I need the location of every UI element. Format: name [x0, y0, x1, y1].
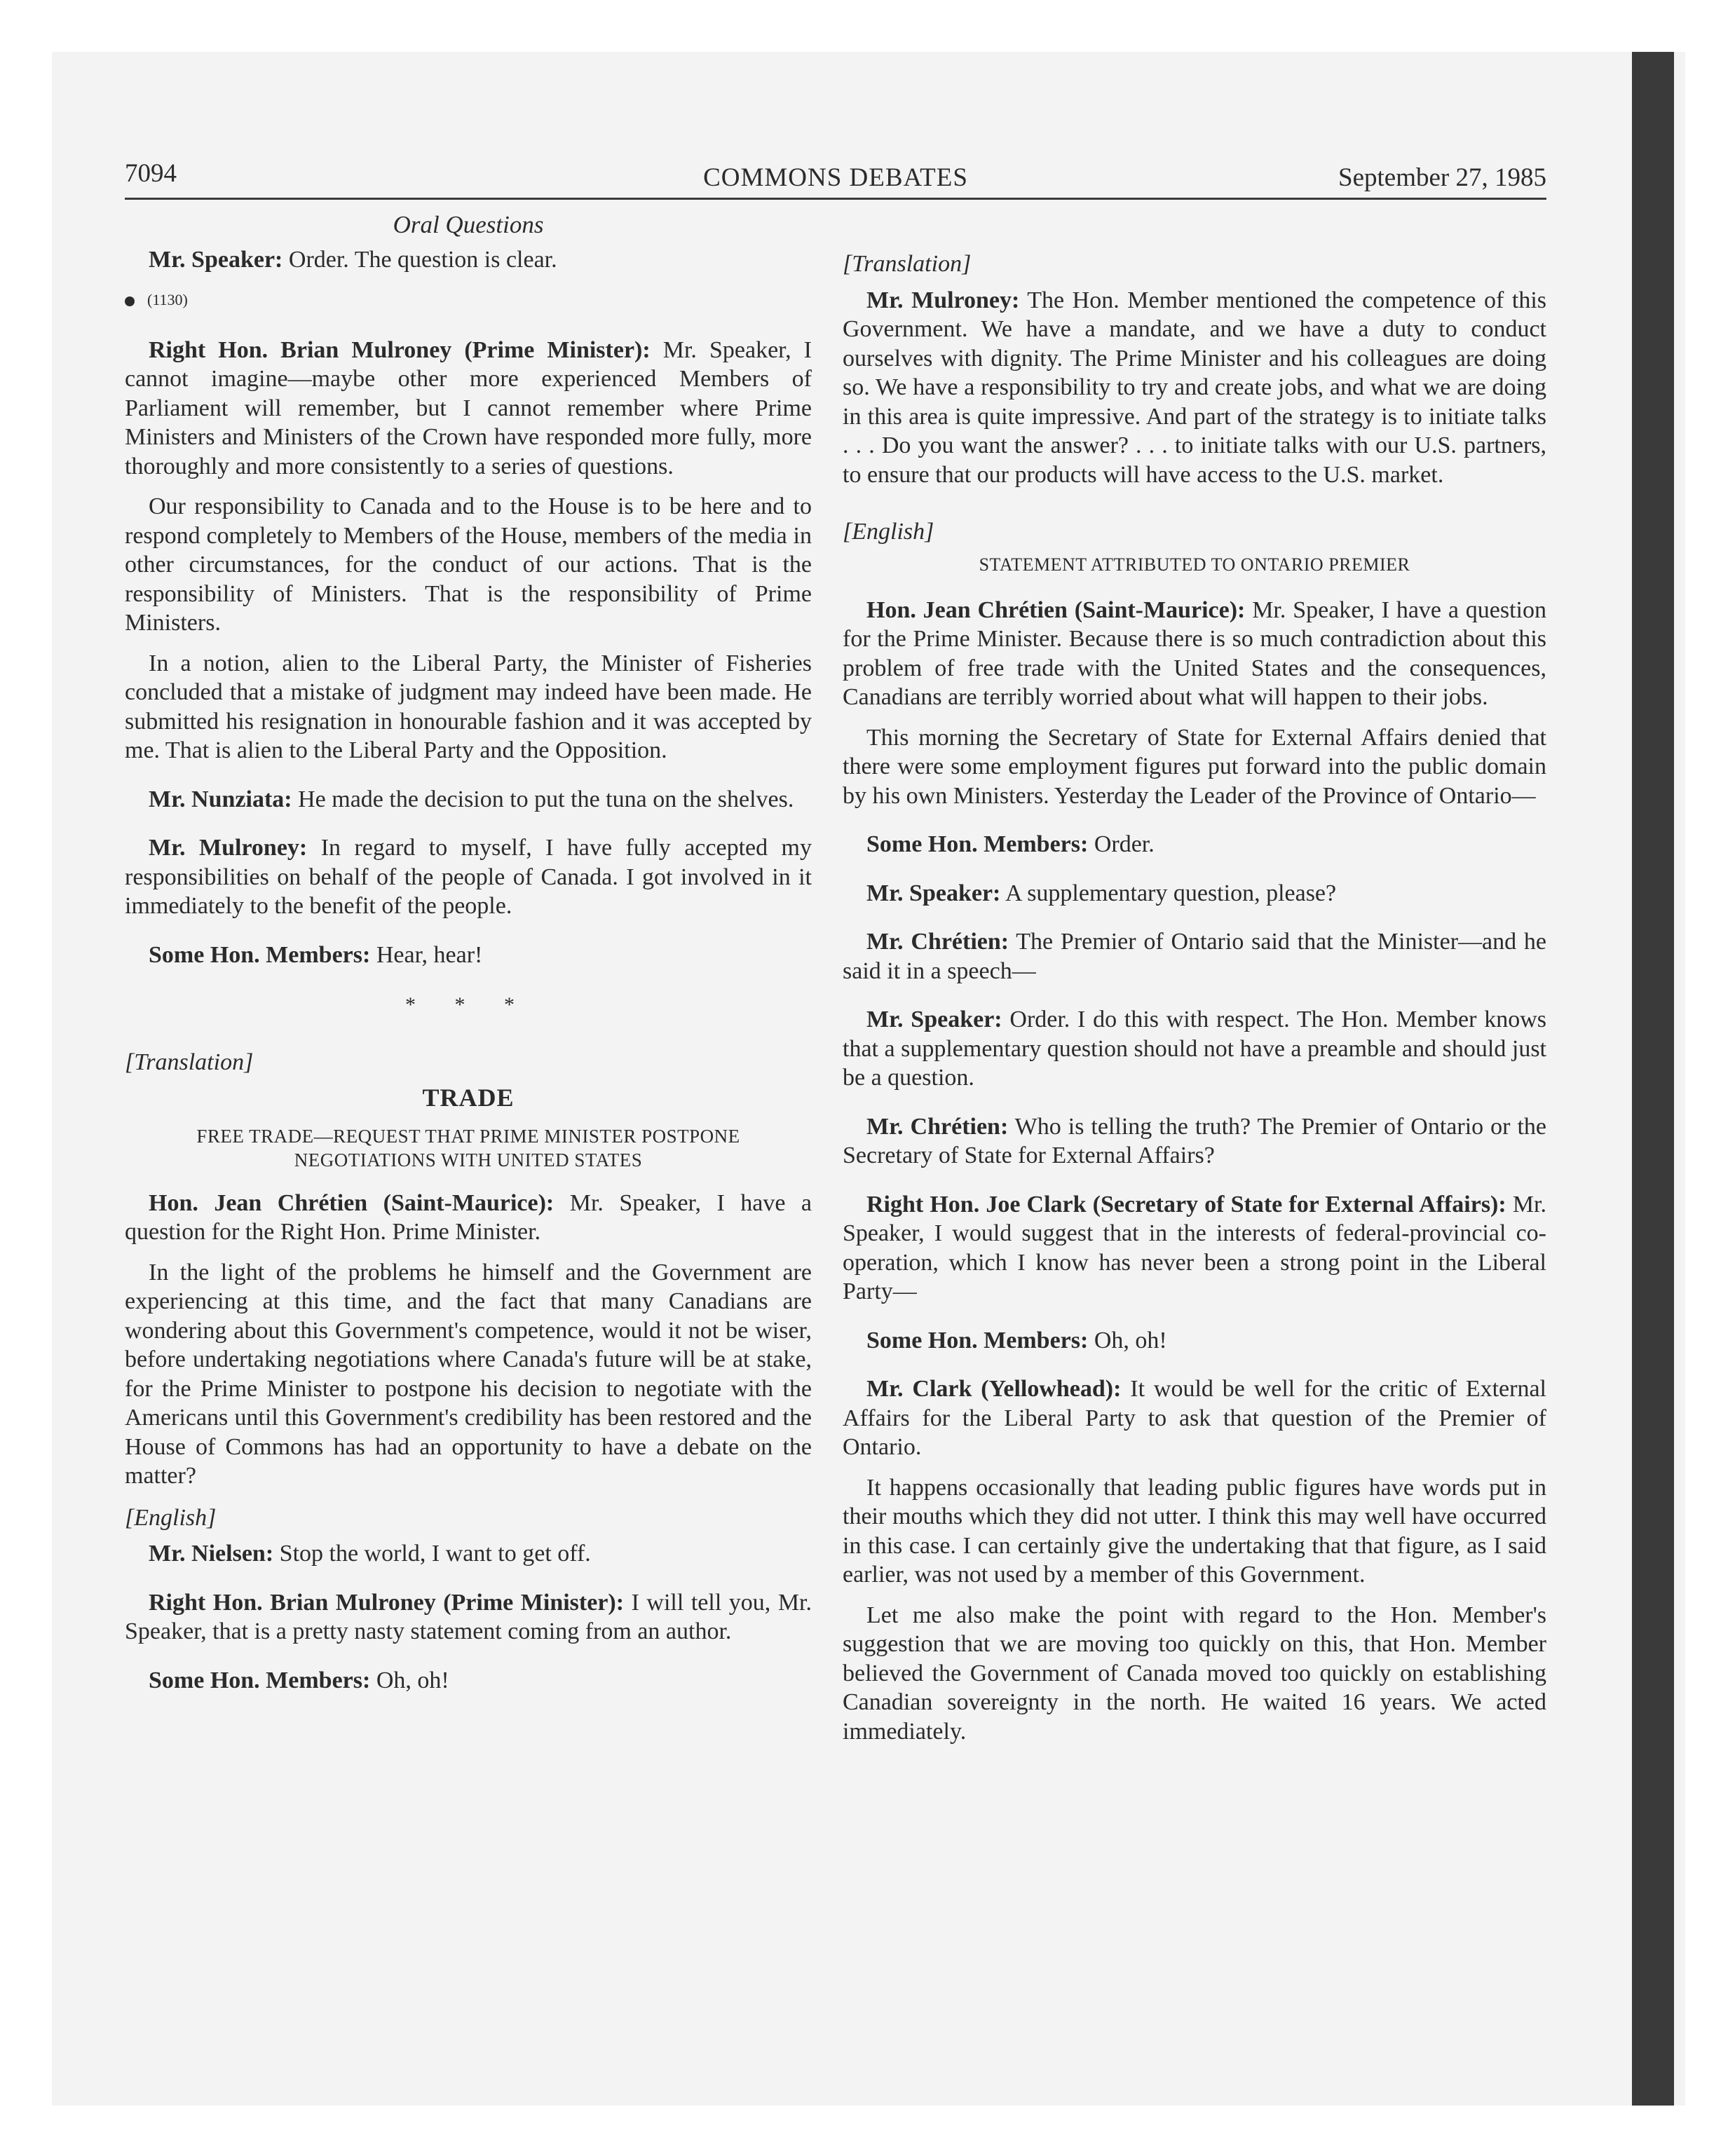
- paragraph: It happens occasionally that leading public figures have words put in their mouths which they did not utter. I think this may well have occurred in this case. I can certainly give the undertaking that that figure, as I said earlier, was not used by a member of this Government.: [843, 1474, 1546, 1588]
- publication-date: September 27, 1985: [1338, 163, 1546, 192]
- right-column: [843, 210, 1546, 1757]
- paragraph: [125, 833, 812, 921]
- speaker: Hon. Jean Chrétien (Saint-Maurice):: [149, 1189, 554, 1216]
- speaker: Mr. Speaker:: [866, 880, 1001, 906]
- paragraph: In the light of the problems he himself and the Government are experiencing at this time, and the fact that many Canadians are wondering about this Government's competence, would it not be wiser, before undertaking negotiations where Canada's future will be at stake, for the Prime Minister to postpone his decision to negotiate with the Americans until this Government's credibility has been restored and the House of Commons has had an opportunity to have a debate on the matter?: [125, 1259, 812, 1489]
- speaker: Some Hon. Members:: [866, 831, 1089, 857]
- subheading: STATEMENT ATTRIBUTED TO ONTARIO PREMIER: [979, 554, 1410, 575]
- subheading: FREE TRADE—REQUEST THAT PRIME MINISTER POSTPONE NEGOTIATIONS WITH UNITED STATES: [196, 1125, 740, 1171]
- speech: Who is telling the truth? The Premier of Ontario or the Secretary of State for External Affairs?: [843, 1113, 1546, 1168]
- paragraph: [843, 1326, 1546, 1356]
- time-label: (1130): [147, 291, 188, 308]
- speaker: Hon. Jean Chrétien (Saint-Maurice):: [866, 596, 1246, 623]
- speech: Hear, hear!: [370, 941, 483, 968]
- left-column: [125, 210, 812, 1706]
- paragraph: [843, 1005, 1546, 1093]
- speaker: Right Hon. Brian Mulroney (Prime Minister):: [149, 336, 651, 363]
- time-marker: [125, 285, 812, 315]
- paragraph: This morning the Secretary of State for External Affairs denied that there were some employment figures put forward into the public domain by his own Ministers. Yesterday the Leader of the Province of Ontario—: [843, 724, 1546, 809]
- section-title: Oral Questions: [393, 211, 544, 238]
- paragraph: In a notion, alien to the Liberal Party, the Minister of Fisheries concluded that a mistake of judgment may indeed have been made. He submitted his resignation in honourable fashion and it was accepted by me. That is alien to the Liberal Party and the Opposition.: [125, 650, 812, 763]
- speech: In regard to myself, I have fully accepted my responsibilities on behalf of the people of Canada. I got involved in it immediately to the benefit of the people.: [125, 835, 812, 919]
- paragraph: [125, 1189, 812, 1247]
- paragraph: Our responsibility to Canada and to the House is to be here and to respond completely to Members of the House, members of the media in other circumstances, for the conduct of our actions. That is the responsibility of Ministers. That is the responsibility of Prime Ministers.: [125, 493, 812, 636]
- paragraph: [125, 1539, 812, 1569]
- paragraph: [125, 941, 812, 970]
- speaker: Some Hon. Members:: [149, 1667, 371, 1693]
- language-tag: [Translation]: [843, 251, 972, 277]
- speaker: Mr. Mulroney:: [149, 835, 308, 861]
- paragraph: [843, 879, 1546, 908]
- speaker: Mr. Nielsen:: [149, 1541, 274, 1567]
- paragraph: [843, 927, 1546, 985]
- language-tag: [Translation]: [125, 1049, 254, 1075]
- speaker: Mr. Chrétien:: [866, 929, 1009, 955]
- speaker: Mr. Speaker:: [149, 246, 283, 273]
- paragraph: [843, 830, 1546, 859]
- paragraph: [125, 245, 812, 275]
- speech: Mr. Speaker, I would suggest that in the interests of federal-provincial co-operation, which I know has never been a strong point in the Liberal Party—: [843, 1191, 1547, 1304]
- speech: The Premier of Ontario said that the Minister—and he said it in a speech—: [843, 929, 1546, 984]
- section-heading: TRADE: [422, 1084, 515, 1112]
- speaker: Right Hon. Joe Clark (Secretary of State for External Affairs):: [866, 1191, 1506, 1217]
- speech: Order.: [1088, 831, 1155, 857]
- paragraph: Let me also make the point with regard to the Hon. Member's suggestion that we are moving too quickly on this, that Hon. Member believed the Government of Canada moved too quickly on establishing Canadian sovereignty in the north. He waited 16 years. We acted immediately.: [843, 1602, 1546, 1745]
- paragraph: [125, 1588, 812, 1646]
- speaker: Some Hon. Members:: [149, 941, 371, 968]
- speech: Oh, oh!: [1088, 1327, 1167, 1353]
- speech: He made the decision to put the tuna on the shelves.: [292, 786, 794, 812]
- speech: Oh, oh!: [370, 1667, 449, 1693]
- speech: Mr. Speaker, I have a question for the Prime Minister. Because there is so much contradiction about this problem of free trade with the United States and the consequences, Canadians are terribly worried about what will happen to their jobs.: [843, 596, 1546, 710]
- speaker: Some Hon. Members:: [866, 1327, 1089, 1353]
- speech: A supplementary question, please?: [1000, 880, 1337, 906]
- speech: Order. The question is clear.: [283, 246, 557, 273]
- speech: It would be well for the critic of External Affairs for the Liberal Party to ask that question of the Premier of Ontario.: [843, 1376, 1546, 1460]
- paragraph: [125, 785, 812, 814]
- speech: I will tell you, Mr. Speaker, that is a pretty nasty statement coming from an author.: [125, 1589, 812, 1644]
- scan-edge-bar: [1632, 52, 1674, 2106]
- paragraph: [843, 1112, 1546, 1171]
- language-tag: [English]: [843, 519, 934, 545]
- speaker: Right Hon. Brian Mulroney (Prime Minister):: [149, 1589, 625, 1616]
- speaker: Mr. Speaker:: [866, 1007, 1002, 1032]
- speaker: Mr. Chrétien:: [866, 1113, 1009, 1140]
- paragraph: [125, 1666, 812, 1696]
- page-header: [125, 158, 1546, 200]
- speech: The Hon. Member mentioned the competence of this Government. We have a mandate, and we have a duty to conduct ourselves with dignity. The Prime Minister and his colleagues are doing so. We have a responsibility to try and create jobs, and what we are doing in this area is quite impressive. And part of the strategy is to initiate talks . . . Do you want the answer? . . . to initiate talks with our U.S. partners, to ensure that our products will have access to the U.S. market.: [843, 287, 1546, 488]
- speaker: Mr. Mulroney:: [866, 287, 1020, 313]
- paragraph: [843, 1190, 1546, 1306]
- paragraph: [843, 286, 1546, 490]
- paragraph: [843, 596, 1546, 712]
- speaker: Mr. Nunziata:: [149, 786, 292, 812]
- paragraph: [843, 1374, 1546, 1462]
- page-number: 7094: [125, 159, 177, 188]
- speaker: Mr. Clark (Yellowhead):: [866, 1376, 1122, 1402]
- paragraph: [125, 336, 812, 482]
- bullet-icon: [125, 296, 135, 306]
- section-separator: * * *: [405, 993, 531, 1016]
- language-tag: [English]: [125, 1504, 217, 1531]
- publication-title: COMMONS DEBATES: [703, 163, 968, 192]
- speech: Mr. Speaker, I have a question for the Right Hon. Prime Minister.: [125, 1189, 812, 1245]
- speech: Stop the world, I want to get off.: [273, 1541, 591, 1567]
- speech: Order. I do this with respect. The Hon. Member knows that a supplementary question should not have a preamble and should just be a question.: [843, 1007, 1546, 1091]
- speech: Mr. Speaker, I cannot imagine—maybe other more experienced Members of Parliament will remember, but I cannot remember where Prime Ministers and Ministers of the Crown have responded more fully, more thoroughly and more consistently to a series of questions.: [125, 336, 812, 479]
